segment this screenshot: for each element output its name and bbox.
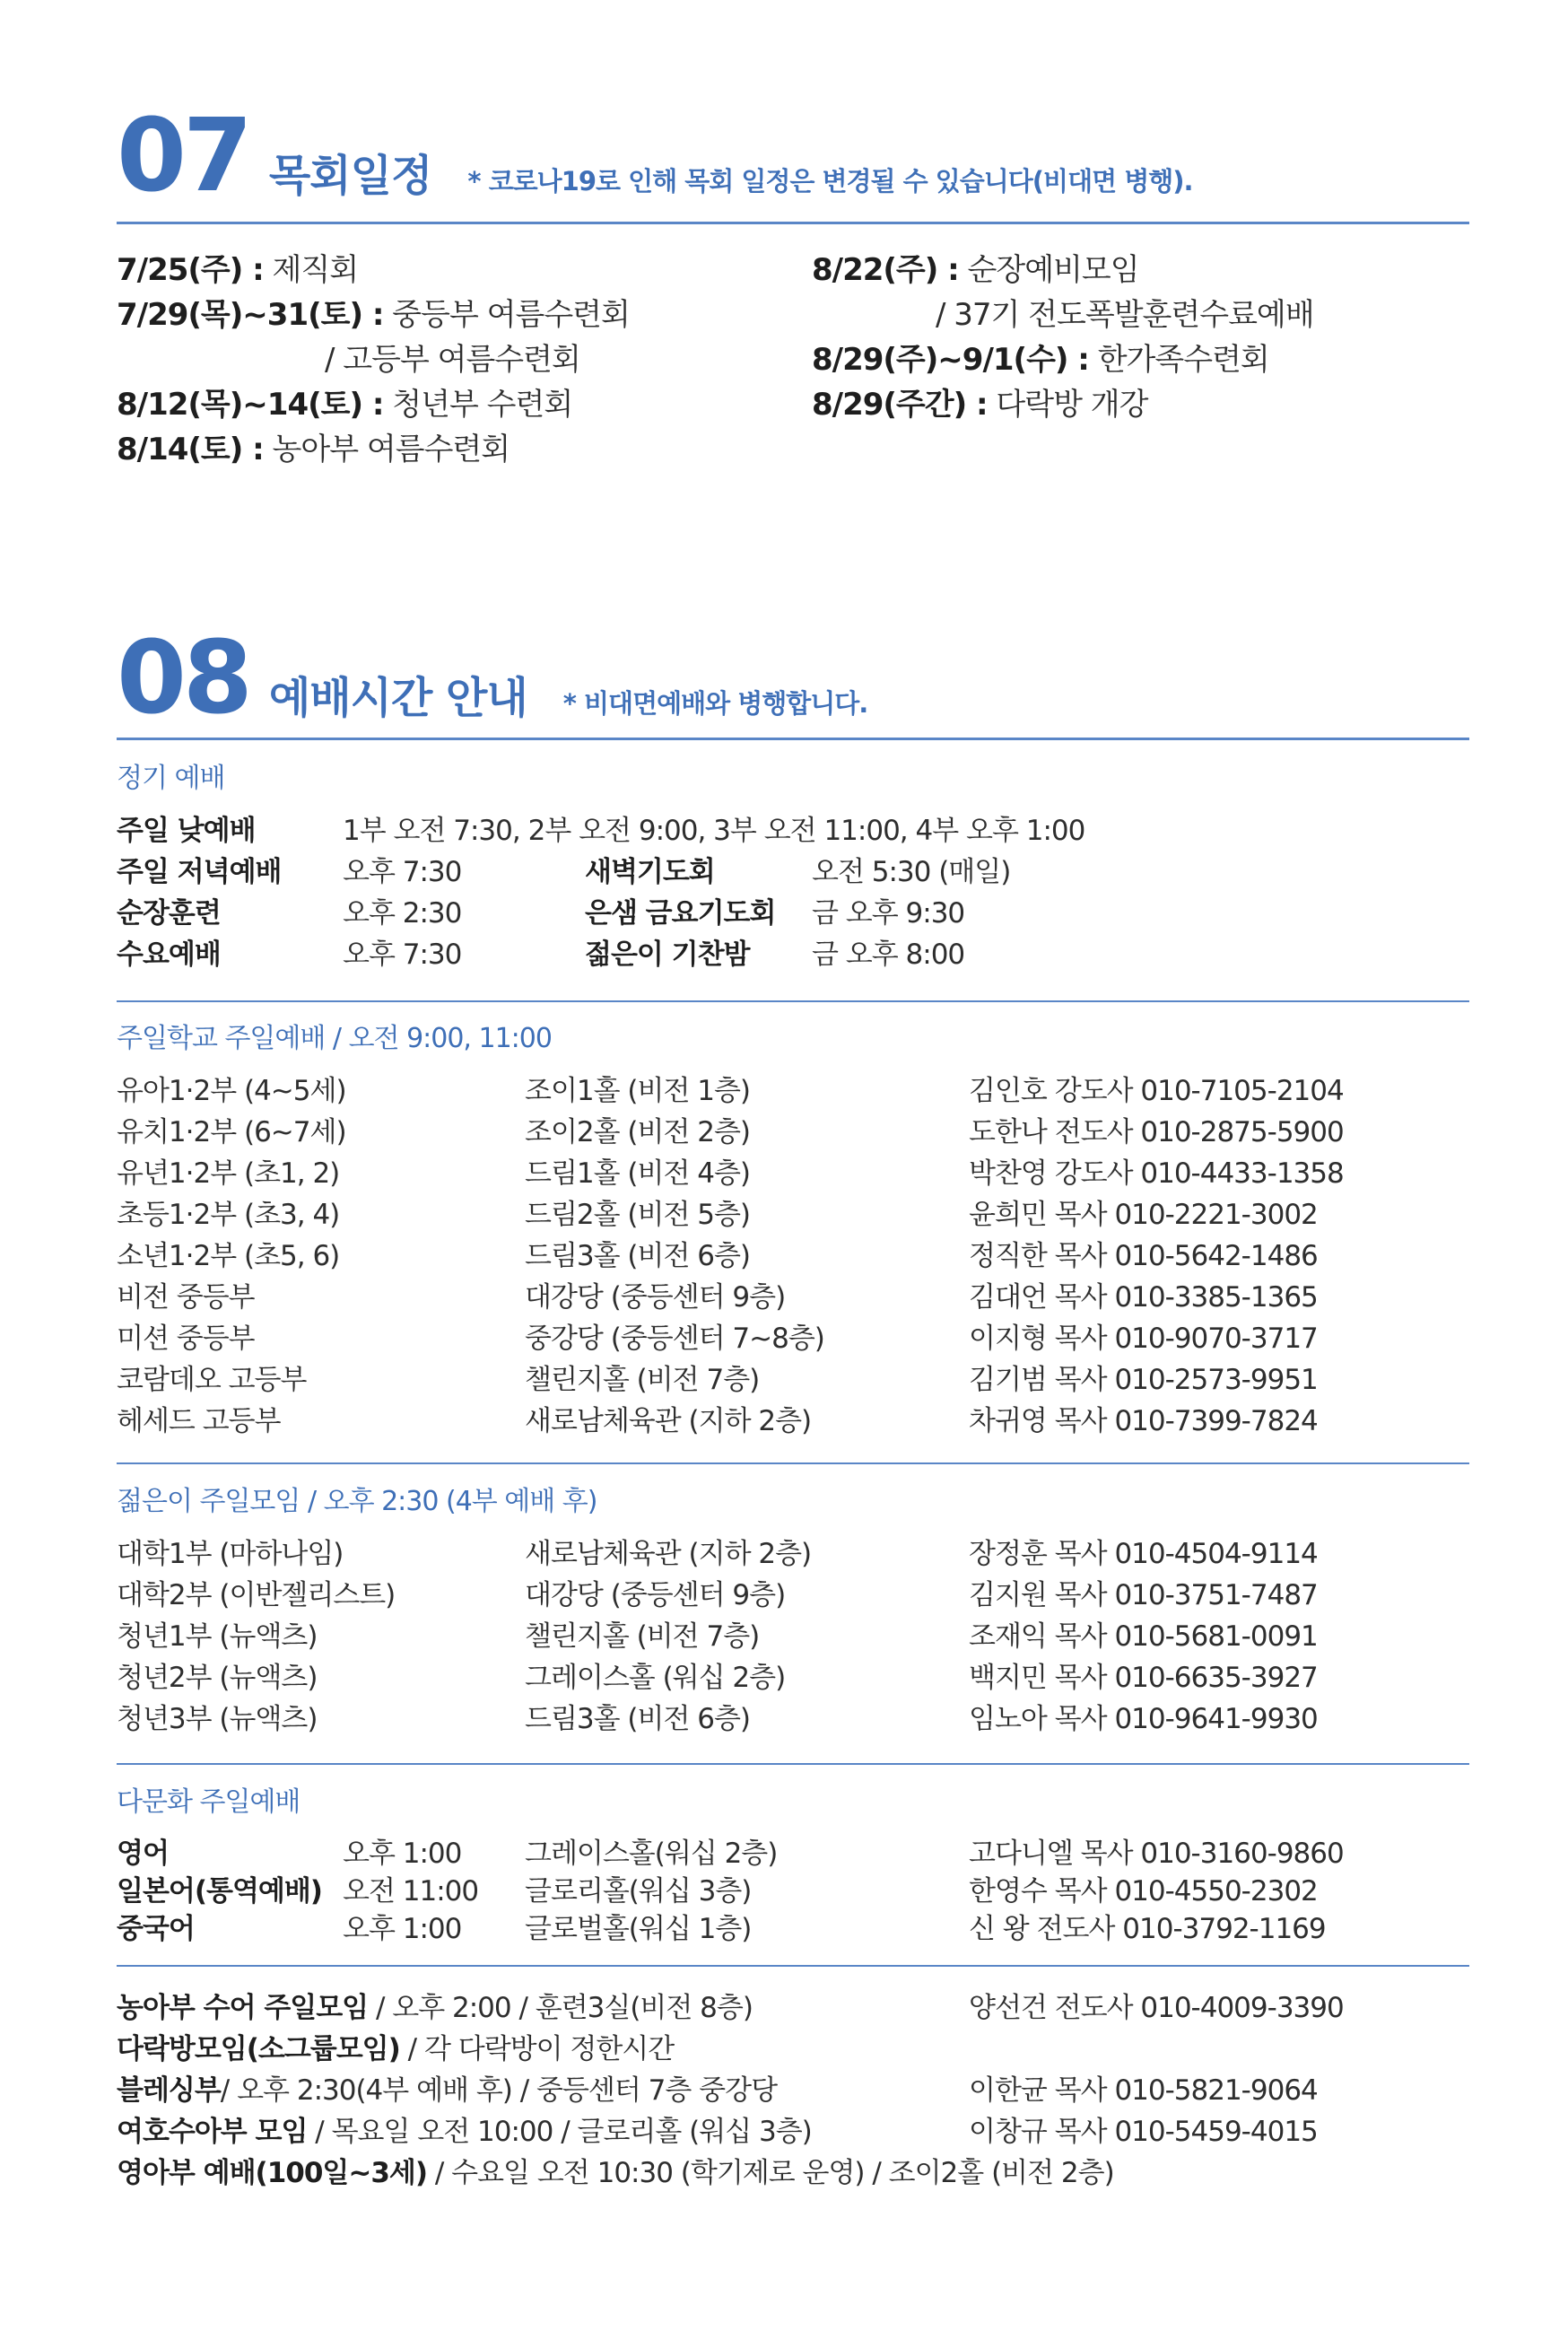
schedule-item: 8/29(주)~9/1(수) : 한가족수련회: [812, 342, 1269, 378]
section-08-rule: [117, 738, 1469, 740]
section-07-header: [117, 98, 1193, 214]
divider: [117, 1763, 1469, 1765]
schedule-item: 8/12(목)~14(토) : 청년부 수련회: [117, 387, 573, 423]
divider: [117, 1462, 1469, 1464]
schedule-left-column: [117, 248, 630, 472]
list-item: 영아부 예배(100일~3세) / 수요일 오전 10:30 (학기제로 운영) / 조이2홀 (비전 2층): [117, 2157, 1114, 2189]
schedule-item: / 37기 전도폭발훈련수료예배: [936, 297, 1314, 333]
schedule-item: 7/29(목)~31(토) : 중등부 여름수련회: [117, 297, 630, 333]
youth-heading: 젊은이 주일모임 / 오후 2:30 (4부 예배 후): [117, 1486, 597, 1517]
schedule-item: / 고등부 여름수련회: [325, 342, 580, 378]
section-08-number: 08: [117, 620, 249, 737]
schedule-item: 7/25(주) : 제직회: [117, 252, 359, 288]
schedule-right-column: [812, 248, 1314, 427]
section-08-title: 예배시간 안내: [268, 673, 527, 723]
divider: [117, 1965, 1469, 1967]
list-item: 농아부 수어 주일모임 / 오후 2:00 / 훈련3실(비전 8층) 양선건 전도사 010-4009-3390: [117, 1992, 1344, 2024]
section-07-title: 목회일정: [268, 151, 432, 201]
section-08-header: [117, 620, 868, 737]
multicultural-heading: 다문화 주일예배: [117, 1786, 301, 1818]
list-item: 다락방모임(소그룹모임) / 각 다락방이 정한시간: [117, 2033, 675, 2065]
section-07-number: 07: [117, 98, 249, 214]
other-meetings: [117, 1985, 1344, 2191]
schedule-item: 8/14(토) : 농아부 여름수련회: [117, 432, 510, 467]
regular-services-heading: 정기 예배: [117, 763, 225, 794]
schedule-item: 8/29(주간) : 다락방 개강: [812, 387, 1148, 423]
section-08-note: * 비대면예배와 병행합니다.: [562, 688, 868, 719]
sunday-school-heading: 주일학교 주일예배 / 오전 9:00, 11:00: [117, 1023, 552, 1054]
divider: [117, 1000, 1469, 1002]
bulletin-page: 07 목회일정 * 코로나19로 인해 목회 일정은 변경될 수 있습니다(비대면 병행). 7/25(주) : 제직회 7/29(목)~31(토) : 중등부 여름수련회 / 고등부 여름수련회 8/12(목)~14(토) : 청년부 수련회 8/14(토) : 농아부 여름수련회 8/22(주) : 순장예비모임 / 37기 전도폭발훈련수료예배 8/29(주)~9/1(수) : 한가족수련회 8/29(주간) : 다락방 개강 08 예배시간 안내 * 비대면예배와 병행합니다. 정기 예배 주일 낮예배 1부 오전 7:30, 2부 오전 9:00, 3부 오전 11:00, 4부 오후 1:00 주일 저녁예배 오후 7:30 새벽기도회 오전 5:30 (매일) 순장훈련 오후 2:30 은샘 금요기도회 금 오후 9:30 수요예배 오후 7:30 젊은이 기찬밤 금 오후 8:00 주일학교 주일예배 / 오전 9:00, 11:00 유아1·2부 (4~5세) 조이1홀 (비전 1층) 김인호 강도사 010-7105-2104 유치1·2부 (6~7세) 조이2홀 (비전 2층) 도한나 전도사 010-2875-5900 유년1·2부 (초1, 2) 드림1홀 (비전 4층) 박찬영 강도사 010-4433-1358 초등1·2부 (초3, 4) 드림2홀 (비전 5층) 윤희민 목사 010-2221-3002 소년1·2부 (초5, 6) 드림3홀 (비전 6층) 정직한 목사 010-5642-1486 비전 중등부 대강당 (중등센터 9층) 김대언 목사 010-3385-1365 미션 중등부 중강당 (중등센터 7~8층) 이지형 목사 010-9070-3717 코람데오 고등부 챌린지홀 (비전 7층) 김기범 목사 010-2573-9951 헤세드 고등부 새로남체육관 (지하 2층) 차귀영 목사 010-7399-7824 젊은이 주일모임 / 오후 2:30 (4부 예배 후) 대학1부 (마하나임) 새로남체육관 (지하 2층) 장정훈 목사 010-4504-9114 대학2부 (이반젤리스트) 대강당 (중등센터 9층) 김지원 목사 010-3751-7487 청년1부 (뉴액츠) 챌린지홀 (비전 7층) 조재익 목사 010-5681-0091 청년2부 (뉴액츠) 그레이스홀 (워십 2층) 백지민 목사 010-6635-3927 청년3부 (뉴액츠) 드림3홀 (비전 6층) 임노아 목사 010-9641-9930 다문화 주일예배 영어 오후 1:00 그레이스홀(워십 2층) 고다니엘 목사 010-3160-9860 일본어(통역예배) 오전 11:00 글로리홀(워십 3층) 한영수 목사 010-4550-2302 중국어 오후 1:00 글로벌홀(워십 1층) 신 왕 전도사 010-3792-1169 농아부 수어 주일모임 / 오후 2:00 / 훈련3실(비전 8층) 양선건 전도사 010-4009-3390 다락방모임(소그룹모임) / 각 다락방이 정한시간 블레싱부/ 오후 2:30(4부 예배 후) / 중등센터 7층 중강당 이한균 목사 010-5821-9064 여호수아부 모임 / 목요일 오전 10:00 / 글로리홀 (워십 3층) 이창규 목사 010-5459-4015 영아부 예배(100일~3세) / 수요일 오전 10:30 (학기제로 운영) / 조이2홀 (비전 2층): [0, 0, 1568, 2331]
list-item: 블레싱부/ 오후 2:30(4부 예배 후) / 중등센터 7층 중강당 이한균 목사 010-5821-9064: [117, 2074, 1318, 2107]
section-07-note: * 코로나19로 인해 목회 일정은 변경될 수 있습니다(비대면 병행).: [467, 166, 1193, 196]
list-item: 여호수아부 모임 / 목요일 오전 10:00 / 글로리홀 (워십 3층) 이창규 목사 010-5459-4015: [117, 2116, 1318, 2148]
schedule-item: 8/22(주) : 순장예비모임: [812, 252, 1139, 288]
section-07-rule: [117, 222, 1469, 224]
